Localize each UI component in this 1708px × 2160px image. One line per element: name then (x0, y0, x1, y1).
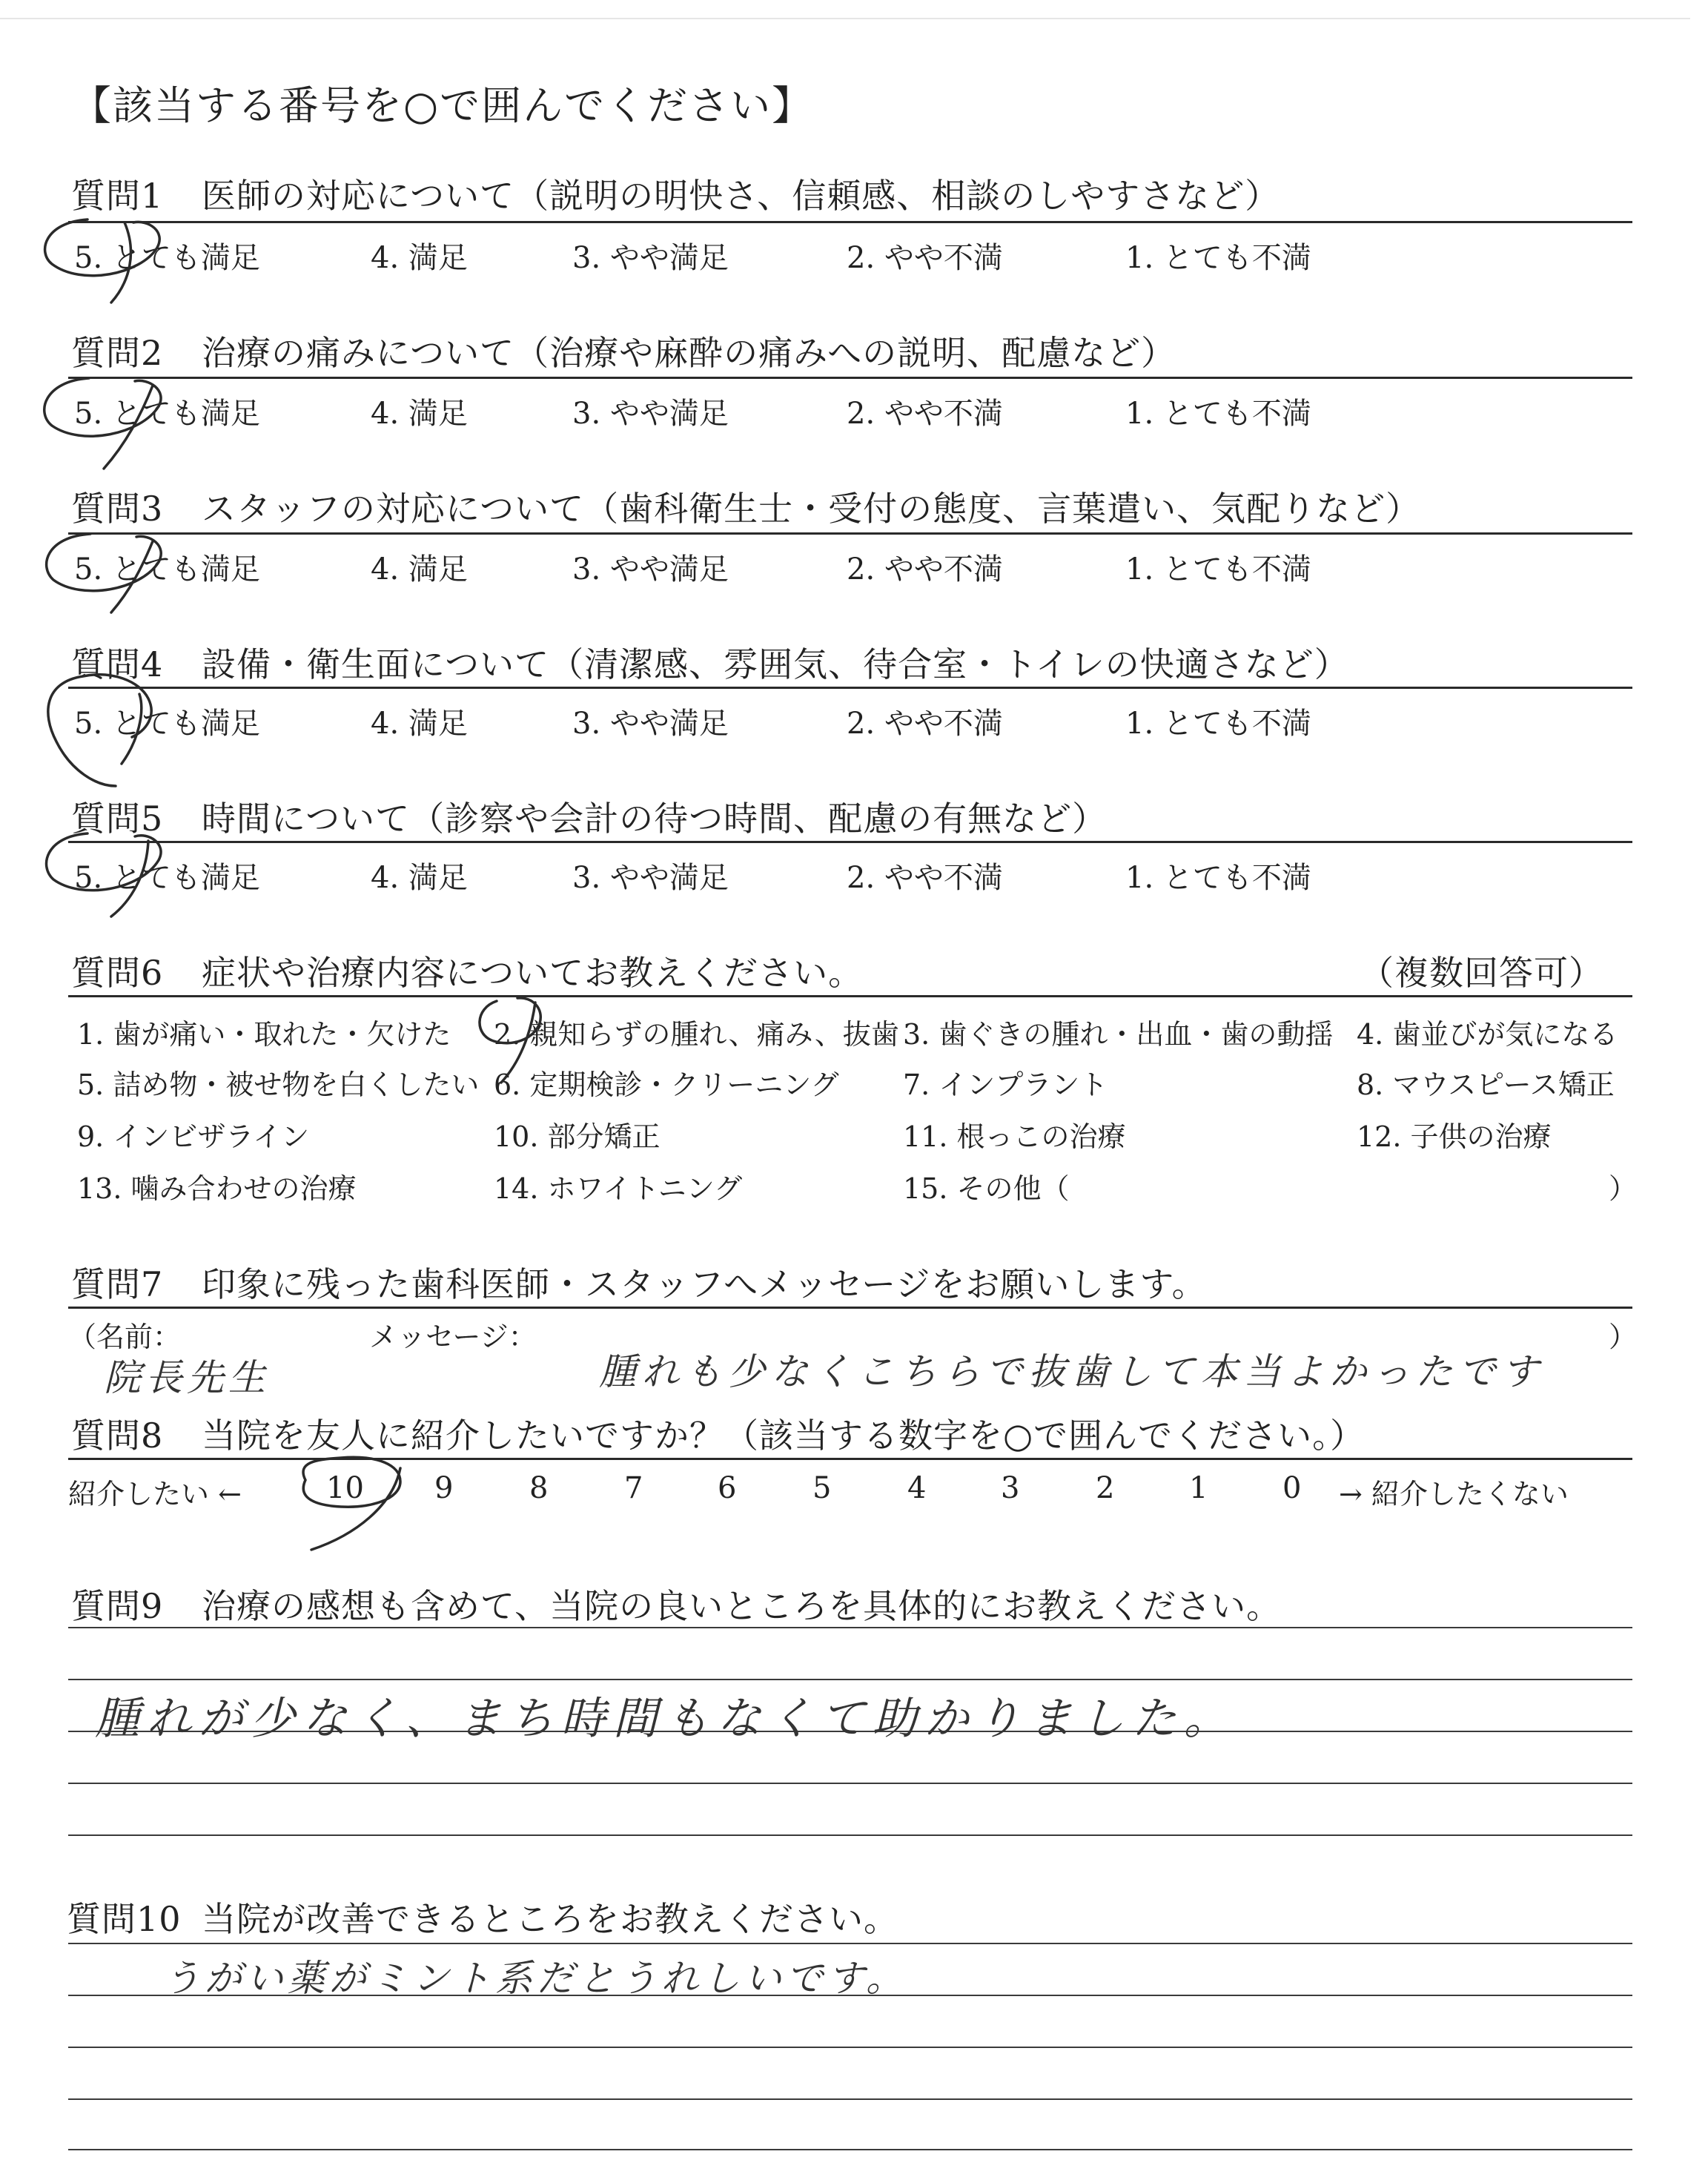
rating-option-3[interactable]: 3. やや満足 (572, 552, 729, 587)
rating-option-5[interactable]: 5. とても満足 (74, 241, 260, 275)
handwritten-answer[interactable]: うがい薬がミント系だとうれしいです。 (163, 1957, 907, 2000)
answer-line (68, 2047, 1632, 2048)
answer-line (68, 1627, 1632, 1628)
question-text: スタッフの対応について（歯科衛生士・受付の態度、言葉遣い、気配りなど） (202, 489, 1421, 529)
message-close-paren: ） (1609, 1321, 1638, 1353)
question-text: 医師の対応について（説明の明快さ、信頼感、相談のしやすさなど） (202, 176, 1280, 216)
multiple-answer-note: （複数回答可） (1360, 953, 1603, 993)
symptom-option-other[interactable]: 15. その他（ (903, 1172, 1070, 1205)
symptom-option[interactable]: 13. 噛み合わせの治療 (77, 1172, 357, 1205)
rating-option-2[interactable]: 2. やや不満 (847, 552, 1003, 587)
scale-2[interactable]: 2 (1096, 1471, 1115, 1505)
answer-line (68, 1783, 1632, 1784)
symptom-option[interactable]: 9. インビザライン (77, 1120, 310, 1153)
rating-option-5[interactable]: 5. とても満足 (74, 707, 260, 741)
rating-option-5[interactable]: 5. とても満足 (74, 397, 260, 431)
rating-option-1[interactable]: 1. とても不満 (1125, 707, 1311, 741)
answer-line (68, 1679, 1632, 1680)
question-rule (68, 532, 1632, 535)
question-label: 質問5 (71, 799, 164, 839)
question-text: 印象に残った歯科医師・スタッフへメッセージをお願いします。 (202, 1264, 1207, 1304)
symptom-option[interactable]: 6. 定期検診・クリーニング (494, 1069, 839, 1101)
scale-4[interactable]: 4 (907, 1471, 927, 1505)
scale-1[interactable]: 1 (1189, 1471, 1208, 1505)
question-rule (68, 995, 1632, 997)
rating-option-1[interactable]: 1. とても不満 (1125, 552, 1311, 587)
answer-line (68, 1943, 1632, 1944)
scale-7[interactable]: 7 (624, 1471, 643, 1505)
symptom-option[interactable]: 4. 歯並びが気になる (1357, 1018, 1618, 1051)
scan-top-edge (0, 18, 1690, 19)
question-rule (68, 1307, 1632, 1309)
question-text: 治療の感想も含めて、当院の良いところを具体的にお教えください。 (202, 1586, 1282, 1626)
question-label: 質問3 (71, 489, 164, 529)
handwritten-name[interactable]: 院長先生 (104, 1356, 270, 1399)
rating-option-4[interactable]: 4. 満足 (371, 552, 468, 587)
rating-option-1[interactable]: 1. とても不満 (1125, 241, 1311, 275)
symptom-option[interactable]: 7. インプラント (903, 1069, 1108, 1101)
rating-option-1[interactable]: 1. とても不満 (1125, 397, 1311, 431)
scale-5[interactable]: 5 (812, 1471, 832, 1505)
handwritten-answer[interactable]: 腫れが少なく、まち時間もなくて助かりました。 (95, 1693, 1236, 1745)
question-label: 質問10 (67, 1899, 182, 1939)
question-label: 質問7 (71, 1264, 164, 1304)
scale-8[interactable]: 8 (529, 1471, 549, 1505)
question-rule (68, 687, 1632, 689)
question-label: 質問6 (71, 953, 164, 993)
name-label: （名前： (68, 1321, 182, 1353)
other-close-paren: ） (1609, 1172, 1638, 1205)
rating-option-4[interactable]: 4. 満足 (371, 397, 468, 431)
question-label: 質問8 (71, 1416, 164, 1456)
question-label: 質問1 (71, 176, 164, 216)
rating-option-4[interactable]: 4. 満足 (371, 707, 468, 741)
question-text: 当院が改善できるところをお教えください。 (202, 1899, 898, 1939)
rating-option-3[interactable]: 3. やや満足 (572, 707, 729, 741)
symptom-option[interactable]: 8. マウスピース矯正 (1357, 1069, 1615, 1101)
answer-line (68, 2098, 1632, 2100)
scale-9[interactable]: 9 (434, 1471, 454, 1505)
rating-option-4[interactable]: 4. 満足 (371, 241, 468, 275)
symptom-option[interactable]: 10. 部分矯正 (494, 1120, 661, 1153)
symptom-option[interactable]: 11. 根っこの治療 (903, 1120, 1126, 1153)
rating-option-5[interactable]: 5. とても満足 (74, 861, 260, 895)
symptom-option[interactable]: 1. 歯が痛い・取れた・欠けた (77, 1018, 451, 1051)
question-text: 症状や治療内容についてお教えください。 (202, 953, 864, 993)
rating-option-3[interactable]: 3. やや満足 (572, 241, 729, 275)
scale-0[interactable]: 0 (1282, 1471, 1302, 1505)
question-label: 質問2 (71, 333, 164, 373)
form-heading: 【該当する番号を○で囲んでください】 (71, 82, 814, 129)
rating-option-2[interactable]: 2. やや不満 (847, 241, 1003, 275)
recommend-right-label: → 紹介したくない (1339, 1478, 1569, 1510)
rating-option-2[interactable]: 2. やや不満 (847, 861, 1003, 895)
question-rule (68, 1458, 1632, 1460)
recommend-left-label: 紹介したい ← (68, 1478, 242, 1510)
scale-10[interactable]: 10 (326, 1471, 364, 1505)
question-text: 時間について（診察や会計の待つ時間、配慮の有無など） (202, 799, 1108, 839)
rating-option-2[interactable]: 2. やや不満 (847, 707, 1003, 741)
rating-option-5[interactable]: 5. とても満足 (74, 552, 260, 587)
question-text: 治療の痛みについて（治療や麻酔の痛みへの説明、配慮など） (202, 333, 1176, 373)
symptom-option[interactable]: 3. 歯ぐきの腫れ・出血・歯の動揺 (903, 1018, 1334, 1051)
message-label: メッセージ： (369, 1321, 537, 1353)
rating-option-1[interactable]: 1. とても不満 (1125, 861, 1311, 895)
answer-line (68, 2149, 1632, 2150)
rating-option-3[interactable]: 3. やや満足 (572, 397, 729, 431)
question-label: 質問4 (71, 644, 164, 684)
scale-3[interactable]: 3 (1001, 1471, 1020, 1505)
rating-option-2[interactable]: 2. やや不満 (847, 397, 1003, 431)
answer-line (68, 1834, 1632, 1836)
question-label: 質問9 (71, 1586, 164, 1626)
handwritten-message[interactable]: 腫れも少なくこちらで抜歯して本当よかったです (599, 1350, 1545, 1393)
scale-6[interactable]: 6 (718, 1471, 737, 1505)
symptom-option[interactable]: 2. 親知らずの腫れ、痛み、抜歯 (494, 1018, 899, 1051)
symptom-option[interactable]: 12. 子供の治療 (1357, 1120, 1552, 1153)
question-text: 当院を友人に紹介したいですか？（該当する数字を○で囲んでください。） (202, 1416, 1366, 1456)
symptom-option[interactable]: 14. ホワイトニング (494, 1172, 743, 1205)
question-rule (68, 841, 1632, 843)
rating-option-4[interactable]: 4. 満足 (371, 861, 468, 895)
question-text: 設備・衛生面について（清潔感、雰囲気、待合室・トイレの快適さなど） (202, 644, 1349, 684)
question-rule (68, 221, 1632, 223)
rating-option-3[interactable]: 3. やや満足 (572, 861, 729, 895)
symptom-option[interactable]: 5. 詰め物・被せ物を白くしたい (77, 1069, 480, 1101)
question-rule (68, 377, 1632, 379)
